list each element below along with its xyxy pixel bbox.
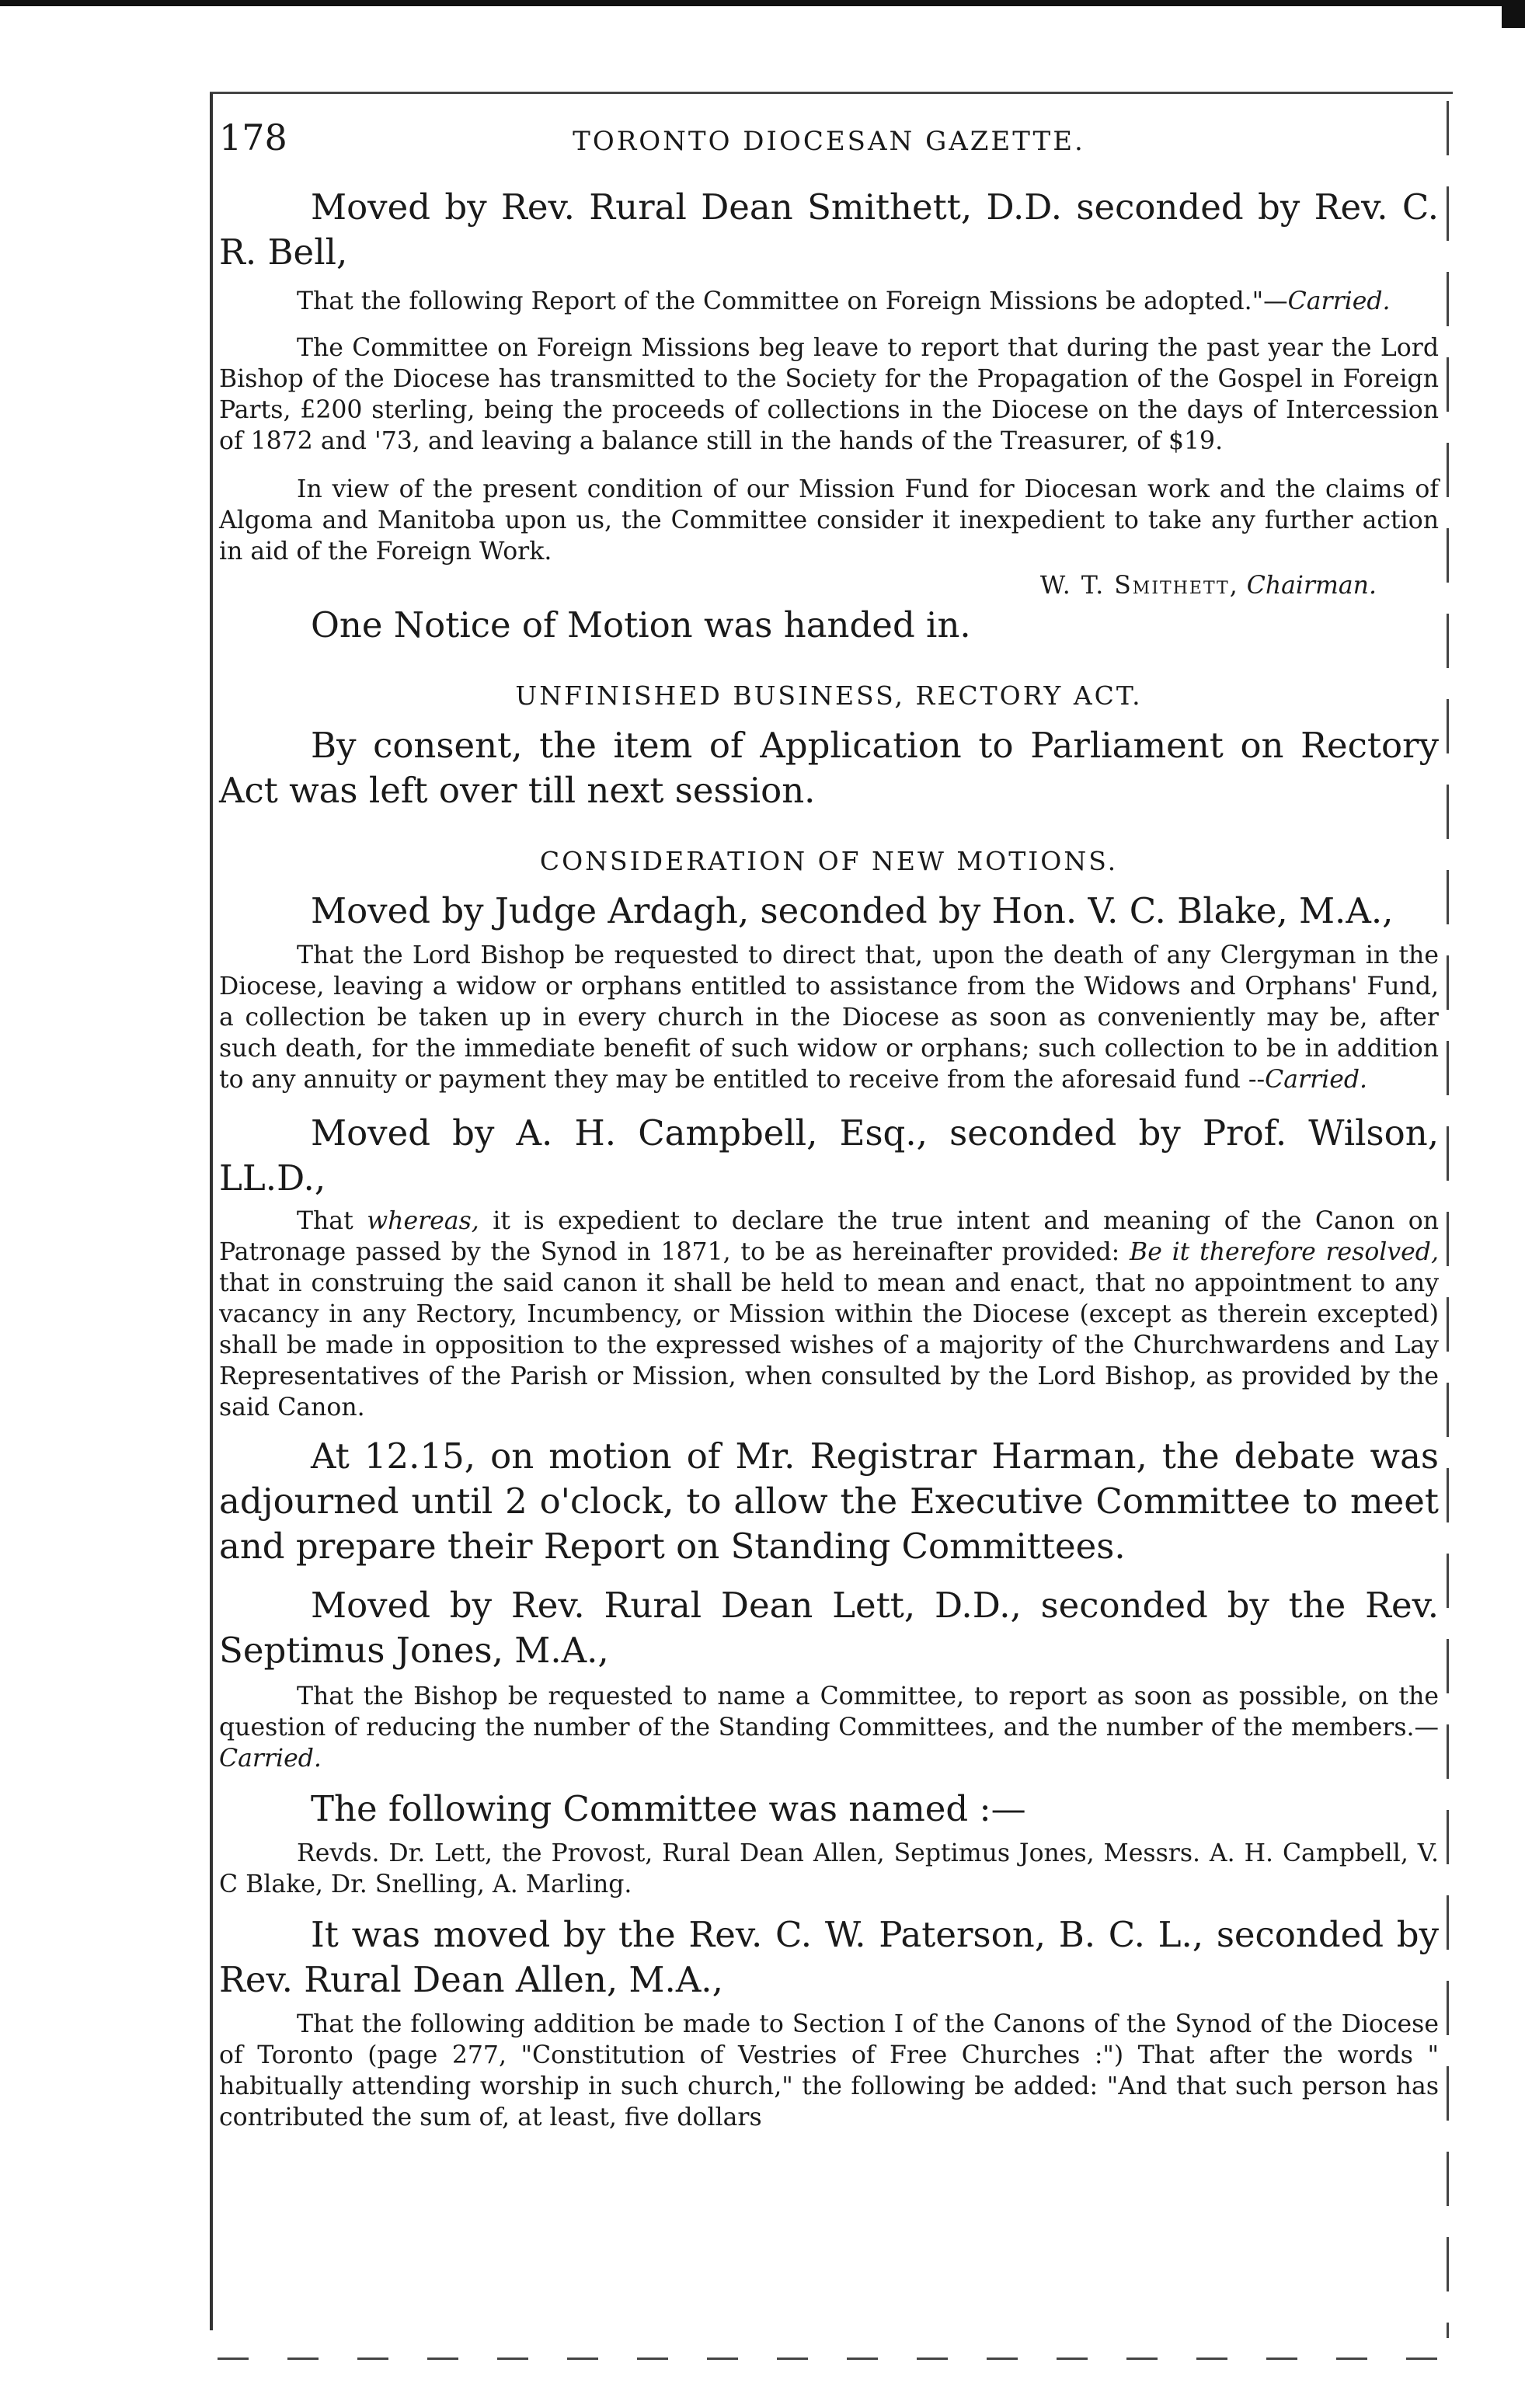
running-title: TORONTO DIOCESAN GAZETTE.	[573, 126, 1085, 157]
report-signature	[219, 572, 1439, 600]
resolution-text-a: That	[297, 1207, 367, 1235]
page-number: 178	[219, 117, 287, 158]
resolution-text-c: that in construing the said canon it shall be held to mean and enact, that no appointment to any vacancy in any Rectory, Incumbency, or Mission within the Diocese (except as therein excepted) shall be made in opposition to the expressed wishes of a majority of the Churchwardens and Lay Representatives of the Parish or Mission, when consulted by the Lord Bishop, as provided by the said Canon.	[219, 1269, 1439, 1421]
rectory-act-paragraph: By consent, the item of Application to Parliament on Rectory Act was left over till next session.	[219, 725, 1439, 811]
adjournment-paragraph: At 12.15, on motion of Mr. Registrar Harman, the debate was adjourned until 2 o'clock, to allow the Executive Committee to meet and prepare their Report on Standing Committees.	[219, 1435, 1439, 1567]
signature-name: W. T. Smithett,	[1039, 572, 1239, 600]
carried-text: Carried.	[1287, 287, 1391, 315]
frame-border-right	[1447, 101, 1449, 2338]
resolved-text: Be it therefore resolved,	[1130, 1238, 1439, 1266]
carried-text: Carried.	[219, 1745, 322, 1773]
report-paragraph-2: In view of the present condition of our Mission Fund for Diocesan work and the claims of Algoma and Manitoba upon us, the Committee consider it inexpedient to take any further action in aid of the Foreign Work.	[219, 475, 1439, 565]
resolution-widows-orphans	[219, 940, 1439, 1095]
gazette-page	[219, 117, 1439, 2133]
resolution-text: That the following Report of the Committee on Foreign Missions be adopted."—	[297, 287, 1288, 315]
committee-members: Revds. Dr. Lett, the Provost, Rural Dean Allen, Septimus Jones, Messrs. A. H. Campbell, V. C Blake, Dr. Snelling, A. Marling.	[219, 1839, 1439, 1898]
scan-edge-top	[0, 0, 1525, 6]
resolution-standing-committees	[219, 1681, 1439, 1774]
whereas-text: whereas,	[367, 1207, 479, 1235]
carried-text: Carried.	[1265, 1066, 1368, 1094]
resolution-text-b: it is expedient to declare the true intent and meaning of the Canon on Patronage passed by the Synod in 1871, to be as hereinafter provided:	[219, 1207, 1439, 1266]
frame-border-top	[210, 92, 1453, 94]
notice-of-motion: One Notice of Motion was handed in.	[311, 604, 971, 645]
resolution-text: That the Lord Bishop be requested to direct that, upon the death of any Clergyman in the Diocese, leaving a widow or orphans entitled to assistance from the Widows and Orphans' Fund, a collection be taken up in every church in the Diocese as soon as conveniently may be, after such death, for the immediate benefit of such widow or orphans; such collection to be in addition to any annuity or payment they may be entitled to receive from the aforesaid fund --	[219, 941, 1439, 1094]
report-paragraph-1: The Committee on Foreign Missions beg leave to report that during the past year the Lord Bishop of the Diocese has transmitted to the Society for the Propagation of the Gospel in Foreign Parts, £200 sterling, being the proceeds of collections in the Diocese on the days of Intercession of 1872 and '73, and leaving a balance still in the hands of the Treasurer, of $19.	[219, 334, 1439, 455]
page-header	[219, 117, 1439, 171]
motion-ardagh: Moved by Judge Ardagh, seconded by Hon. V. C. Blake, M.A.,	[311, 890, 1394, 931]
frame-border-left	[210, 93, 213, 2330]
signature-title: Chairman.	[1246, 572, 1377, 600]
frame-border-bottom	[218, 2358, 1445, 2360]
heading-unfinished-business: UNFINISHED BUSINESS, RECTORY ACT.	[515, 680, 1143, 711]
resolution-patronage	[219, 1206, 1439, 1423]
committee-intro: The following Committee was named :—	[311, 1788, 1026, 1829]
motion-paterson: It was moved by the Rev. C. W. Paterson, B. C. L., seconded by Rev. Rural Dean Allen, M.A.,	[219, 1914, 1439, 2000]
resolution-vestries: That the following addition be made to Section I of the Canons of the Synod of the Diocese of Toronto (page 277, "Constitution of Vestries of Free Churches :") That after the words " habitually attending worship in such church," the following be added: "And that such person has contributed the sum of, at least, five dollars	[219, 2010, 1439, 2131]
scan-edge-corner	[1502, 6, 1525, 28]
motion-lett: Moved by Rev. Rural Dean Lett, D.D., seconded by the Rev. Septimus Jones, M.A.,	[219, 1585, 1439, 1671]
resolution-text: That the Bishop be requested to name a Committee, to report as soon as possible, on the question of reducing the number of the Standing Committees, and the number of the members.—	[219, 1682, 1439, 1742]
resolution-foreign-missions	[219, 286, 1439, 317]
motion-smithett: Moved by Rev. Rural Dean Smithett, D.D. seconded by Rev. C. R. Bell,	[219, 186, 1439, 273]
motion-campbell: Moved by A. H. Campbell, Esq., seconded by Prof. Wilson, LL.D.,	[219, 1112, 1439, 1199]
heading-new-motions: CONSIDERATION OF NEW MOTIONS.	[539, 846, 1119, 876]
